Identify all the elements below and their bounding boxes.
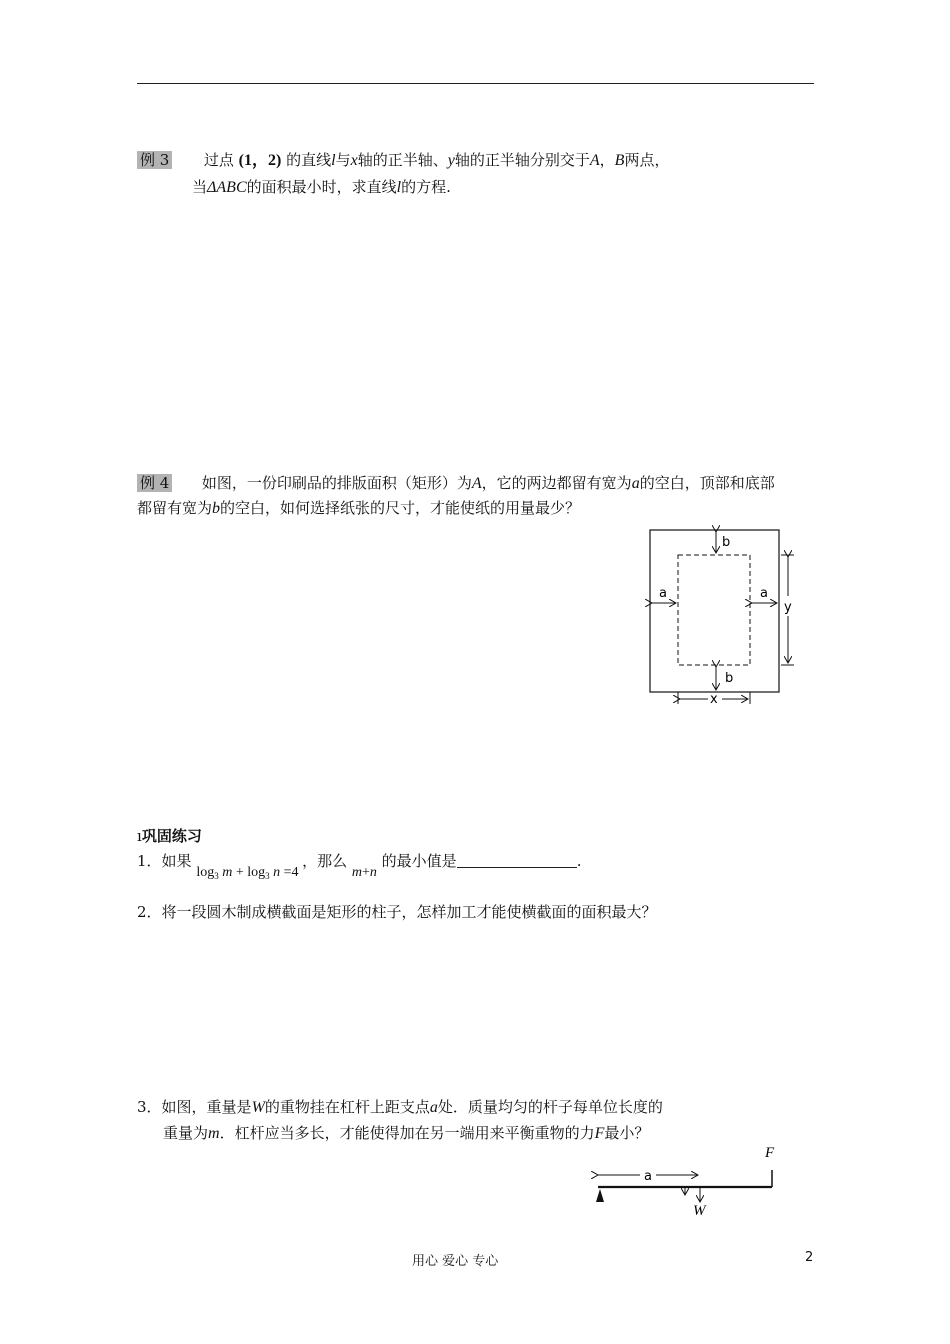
triangle-abc: ΔABC: [207, 179, 247, 196]
label-a: a: [644, 1169, 652, 1184]
label-y: y: [784, 600, 792, 615]
m-plus-n: m+n: [351, 865, 377, 880]
lever-figure: [590, 1140, 790, 1220]
label-W: W: [693, 1203, 706, 1219]
paper-outline: [650, 530, 779, 692]
label-b-top: b: [722, 535, 731, 550]
example-3-line-2: 当ΔABC的面积最小时，求直线l的方程.: [192, 178, 451, 196]
answer-blank[interactable]: [457, 853, 577, 868]
label-b-bottom: b: [725, 671, 734, 686]
label-a-left: a: [659, 586, 667, 601]
point-coordinates: (1，2): [238, 152, 282, 169]
label-a-right: a: [760, 586, 768, 601]
label-x: x: [710, 692, 718, 707]
example-3-tag: 例 3: [137, 151, 172, 169]
example-3-line-1: 例 3 过点 (1，2) 的直线l与x轴的正半轴、y轴的正半轴分别交于A，B两点，: [137, 150, 669, 171]
example-4-tag: 例 4: [137, 474, 172, 492]
example-4-line-1: 例 4 如图，一份印刷品的排版面积（矩形）为A，它的两边都留有宽为a的空白，顶部和底部: [137, 473, 775, 494]
practice-heading: ı巩固练习: [137, 827, 202, 845]
example-4-line-2: 都留有宽为b的空白，如何选择纸张的尺寸，才能使纸的用量最少？: [137, 499, 581, 517]
footer-motto: 用心 爱心 专心: [412, 1254, 499, 1269]
fulcrum-icon: [596, 1189, 604, 1202]
label-F: F: [765, 1145, 775, 1161]
print-area: [678, 555, 750, 665]
question-2: 2．将一段圆木制成横截面是矩形的柱子，怎样加工才能使横截面的面积最大？: [137, 903, 657, 921]
question-3-line-1: 3．如图，重量是W的重物挂在杠杆上距支点a处．质量均匀的杆子每单位长度的: [137, 1098, 663, 1116]
paper-layout-figure: [640, 522, 815, 712]
log-equation: $\log_3 m + \log_3 n =4$: [196, 865, 299, 881]
page-number: 2: [805, 1250, 814, 1265]
header-rule: [137, 83, 814, 84]
question-3-line-2: 重量为m．杠杆应当多长，才能使得加在另一端用来平衡重物的力F最小？: [163, 1124, 650, 1142]
question-1: 1．如果 $\log_3 m + \log_3 n =4$ ，那么 m+n 的最小值是 .: [137, 852, 582, 881]
